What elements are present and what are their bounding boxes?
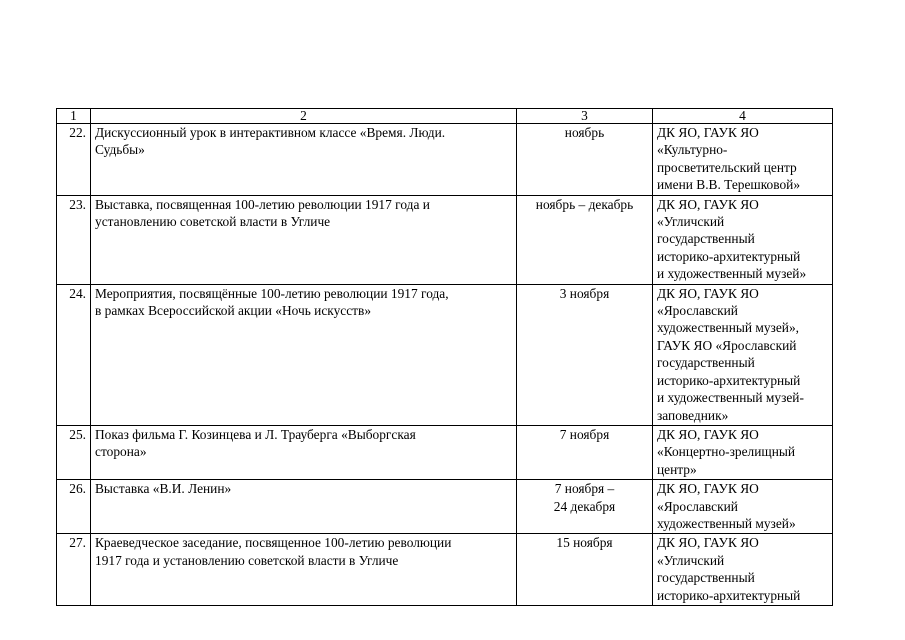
column-header-2: 2 <box>91 109 517 124</box>
organizer-line: просветительский центр <box>657 159 797 175</box>
organizer-line: художественный музей», <box>657 320 799 336</box>
row-number: 26. <box>57 480 91 534</box>
event-line: установлению советской власти в Угличе <box>95 214 331 230</box>
table-row <box>57 195 833 284</box>
date-line: 7 ноября <box>559 426 610 442</box>
column-header-3: 3 <box>517 109 653 124</box>
date-cell <box>517 425 653 479</box>
organizer-line: ДК ЯО, ГАУК ЯО <box>657 481 759 497</box>
table-row <box>57 124 833 196</box>
event-line: сторона» <box>95 444 147 460</box>
event-line: Судьбы» <box>95 142 145 158</box>
date-cell <box>517 195 653 284</box>
table-row <box>57 480 833 534</box>
organizer-line: заповедник» <box>657 407 729 423</box>
table-header <box>57 109 833 124</box>
organizer-line: «Ярославский <box>657 498 738 514</box>
organizer-cell <box>653 284 833 425</box>
organizer-line: ДК ЯО, ГАУК ЯО <box>657 125 759 140</box>
row-number: 25. <box>57 425 91 479</box>
organizer-line: художественный музей» <box>657 515 796 531</box>
date-line: 15 ноября <box>556 535 613 551</box>
organizer-line: государственный <box>657 231 755 247</box>
date-cell <box>517 124 653 196</box>
table-row <box>57 284 833 425</box>
row-number: 22. <box>57 124 91 196</box>
table-row <box>57 425 833 479</box>
organizer-line: «Концертно-зрелищный <box>657 444 796 460</box>
date-line: ноябрь – декабрь <box>535 196 634 212</box>
organizer-line: историко-архитектурный <box>657 248 801 264</box>
organizer-line: «Ярославский <box>657 303 738 319</box>
column-header-1: 1 <box>57 109 91 124</box>
date-line: 3 ноября <box>559 285 610 301</box>
event-line: Выставка «В.И. Ленин» <box>95 481 232 497</box>
date-line: ноябрь <box>564 125 605 140</box>
event-cell <box>91 425 517 479</box>
organizer-line: ДК ЯО, ГАУК ЯО <box>657 535 759 551</box>
event-cell <box>91 284 517 425</box>
event-line: Выставка, посвященная 100-летию революции 1917 года и <box>95 196 430 212</box>
organizer-line: и художественный музей» <box>657 266 807 282</box>
organizer-line: «Культурно- <box>657 142 728 158</box>
event-line: Показ фильма Г. Козинцева и Л. Трауберга «Выборгская <box>95 426 416 442</box>
organizer-cell <box>653 124 833 196</box>
table-body <box>57 124 833 606</box>
organizer-line: государственный <box>657 570 755 586</box>
organizer-line: «Угличский <box>657 552 725 568</box>
date-line: 24 декабря <box>553 498 616 514</box>
date-cell <box>517 284 653 425</box>
event-line: 1917 года и установлению советской власти в Угличе <box>95 552 399 568</box>
organizer-line: историко-архитектурный <box>657 372 801 388</box>
row-number: 24. <box>57 284 91 425</box>
organizer-line: ДК ЯО, ГАУК ЯО <box>657 285 759 301</box>
event-line: в рамках Всероссийской акции «Ночь искусств» <box>95 303 372 319</box>
organizer-line: и художественный музей- <box>657 390 804 406</box>
organizer-line: ДК ЯО, ГАУК ЯО <box>657 426 759 442</box>
event-cell <box>91 195 517 284</box>
event-cell <box>91 124 517 196</box>
organizer-cell <box>653 425 833 479</box>
row-number: 23. <box>57 195 91 284</box>
table-row <box>57 534 833 606</box>
header-row <box>57 109 833 124</box>
event-cell <box>91 480 517 534</box>
column-header-4: 4 <box>653 109 833 124</box>
organizer-line: имени В.В. Терешковой» <box>657 177 801 193</box>
organizer-line: ДК ЯО, ГАУК ЯО <box>657 196 759 212</box>
event-cell <box>91 534 517 606</box>
event-line: Мероприятия, посвящённые 100-летию революции 1917 года, <box>95 285 449 301</box>
event-line: Краеведческое заседание, посвященное 100-летию революции <box>95 535 452 551</box>
organizer-line: «Угличский <box>657 214 725 230</box>
organizer-line: ГАУК ЯО «Ярославский <box>657 337 797 353</box>
event-line: Дискуссионный урок в интерактивном классе «Время. Люди. <box>95 125 446 140</box>
date-line: 7 ноября – <box>554 481 615 497</box>
organizer-line: центр» <box>657 461 697 477</box>
events-table <box>56 108 833 606</box>
row-number: 27. <box>57 534 91 606</box>
date-cell <box>517 534 653 606</box>
organizer-cell <box>653 195 833 284</box>
organizer-cell <box>653 480 833 534</box>
organizer-line: государственный <box>657 355 755 371</box>
organizer-cell <box>653 534 833 606</box>
date-cell <box>517 480 653 534</box>
organizer-line: историко-архитектурный <box>657 587 801 603</box>
